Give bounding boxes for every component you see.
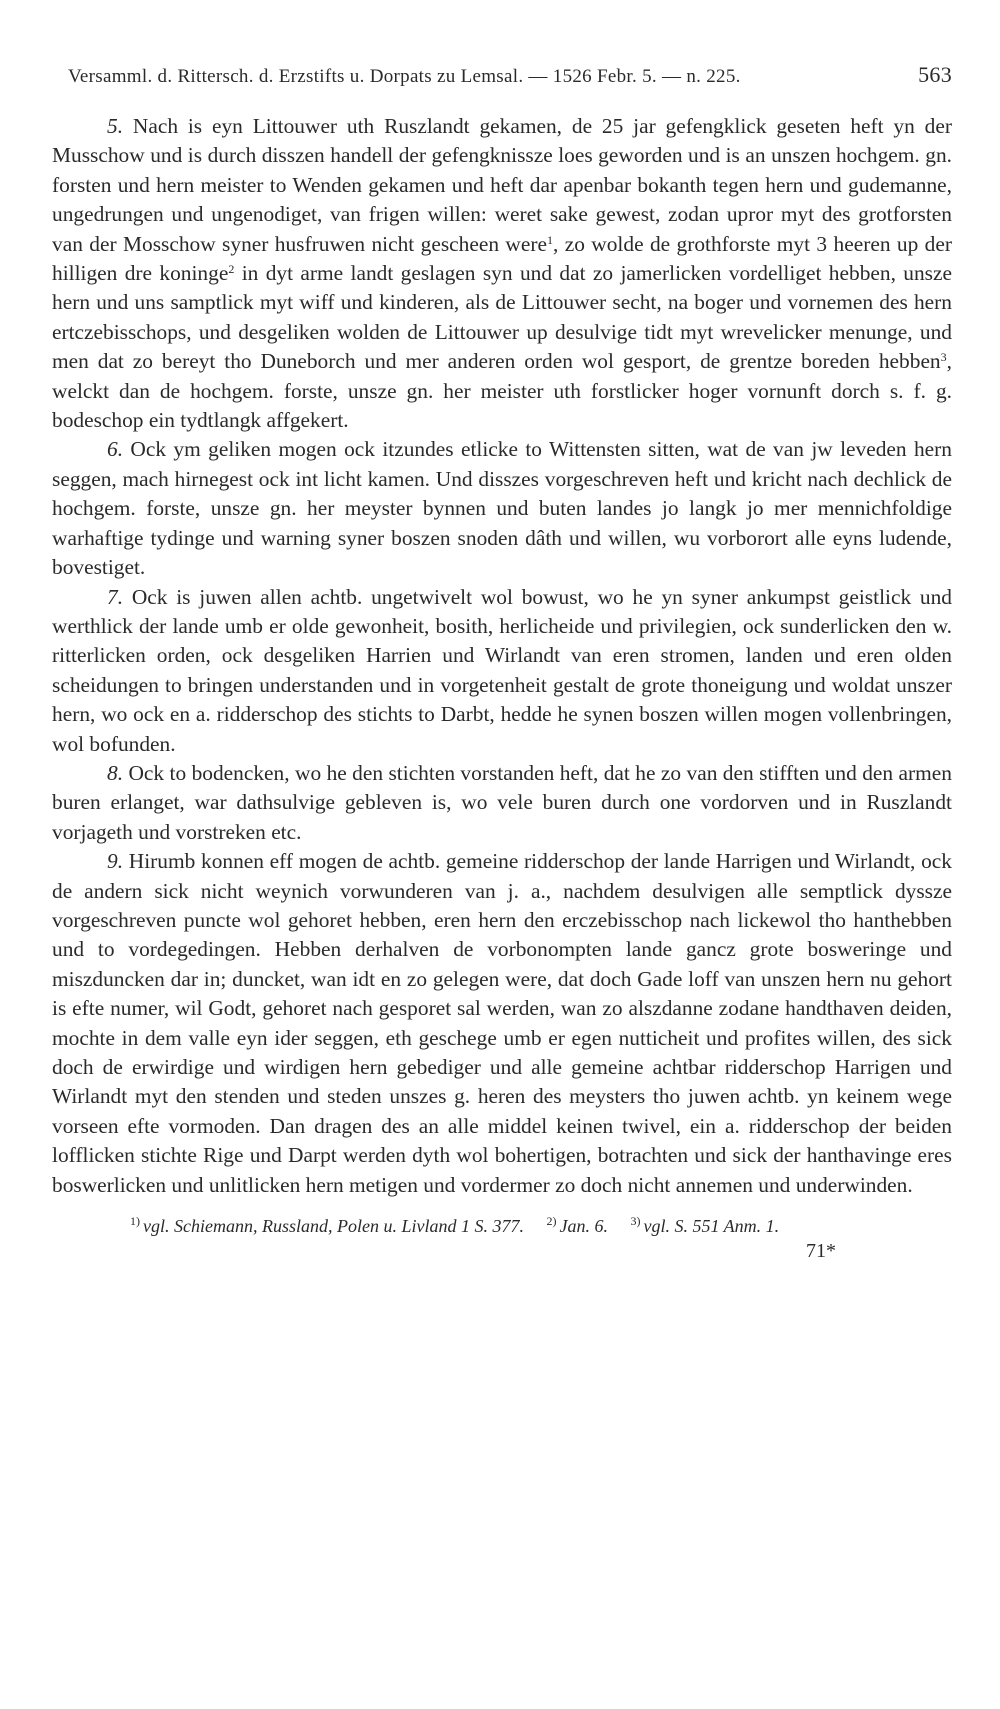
paragraph-text: Nach is eyn Littouwer uth Ruszlandt gekamen, de 25 jar gefengklick geseten heft yn der Musschow und is durch disszen handell der gefengknissze loes geworden und is an unszen hochgem. gn. forsten und hern meister to Wenden gekamen und heft dar apenbar bokanth tegen hern und gudemanne, ungedrungen und ungenodiget, van frigen willen: weret sake gewest, zodan upror myt des grotforsten van der Mosschow syner husfruwen nicht gescheen were <box>52 114 952 256</box>
paragraph-number: 7. <box>107 584 124 609</box>
paragraph-text: Hirumb konnen eff mogen de achtb. gemeine ridderschop der lande Harrigen und Wirlandt, ock de andern sick nicht weynich vorwunderen van j. a., nachdem desulvigen alle semptlick dyssze vorgeschreven puncte wol gehoret hebben, eren hern den erczebisschop nach lickewol tho hanthebben und to vordegedingen. Hebben derhalven de vorbonompten lande gancz grote bosweringe und miszduncken dar in; duncket, wan idt en zo gelegen were, dat doch Gade loff van unszen hern nu gehort is efte numer, wil Godt, gehoret nach gesporet sal werden, wan zo alszdanne zodane handthaven deiden, mochte in dem valle eyn ider seggen, eth geschege umb er egen nutticheit und profites willen, des sick doch de erwirdige und wirdigen hern gebediger und alle gemeine achtbar ridderschop Harrigen und Wirlandt myt den stenden und steden unszes g. heren des meysters tho juwen achtb. yn keinem wege vorseen efte vormoden. Dan dragen des an alle middel keinen twivel, ein a. ridderschop der beiden lofflicken stichte Rige und Darpt werden dyth wol bohertigen, botrachten und sick der hanthavinge eres boswerlicken und unlitlicken hern metigen und vordermer zo doch nicht annemen und underwinden. <box>52 849 952 1197</box>
footnote-text: vgl. S. 551 Anm. 1. <box>643 1216 780 1237</box>
running-title: Versamml. d. Rittersch. d. Erzstifts u. Dorpats zu Lemsal. — 1526 Febr. 5. — n. 225. <box>68 66 741 87</box>
footnote-mark: 2) <box>546 1214 557 1229</box>
footnote <box>130 1216 524 1236</box>
paragraph-number: 9. <box>107 849 124 874</box>
paragraph-number: 6. <box>107 437 124 462</box>
paragraph-text: , welckt dan de hochgem. forste, unsze gn. her meister uth forstlicker hoger vornunft dorch s. f. g. bodeschop ein tydtlangk affgekert. <box>52 349 952 433</box>
paragraph-number: 8. <box>107 760 124 785</box>
footnotes <box>52 1214 952 1238</box>
footnote <box>630 1216 779 1236</box>
paragraph-text: Ock is juwen allen achtb. ungetwivelt wol bowust, wo he yn syner ankumpst geistlick und werthlick der lande umb er olde gewonheit, bosith, herlicheide und privilegien, ock sunderlicken den w. ritterlicken orden, ock desgeliken Harrien und Wirlandt van eren stromen, landen und eren olden scheidungen to bringen understanden und in vorgetenheit gestalt de grote thoneigung und woldat unszer hern, wo ock en a. ridderschop des stichts to Darbt, hedde he synen boszen willen mogen vollenbringen, wol bofunden. <box>52 584 952 756</box>
footnote-ref: 3 <box>940 350 947 365</box>
paragraph <box>52 759 952 847</box>
footnote-ref: 1 <box>546 232 553 247</box>
footnote-text: Jan. 6. <box>559 1216 608 1237</box>
paragraph <box>52 847 952 1200</box>
footnote-text: vgl. Schiemann, Russland, Polen u. Livland 1 S. 377. <box>143 1216 524 1237</box>
body-text <box>52 112 952 1200</box>
paragraph-number: 5. <box>107 114 124 138</box>
paragraph-text: in dyt arme landt geslagen syn und dat zo jamerlicken vordelliget hebben, unsze hern und uns samptlick myt wiff und kinderen, als de Littouwer secht, na boger und vornemen des hern ertczebisschops, und desgeliken wolden de Littouwer up desulvige tidt myt wrevelicker menunge, und men dat zo bereyt tho Duneborch und mer anderen orden wol gesport, de grentze boreden hebben <box>52 261 953 374</box>
footnote-mark: 3) <box>630 1214 641 1229</box>
page-number: 563 <box>918 62 952 87</box>
paragraph <box>52 112 952 435</box>
footnote-ref: 2 <box>228 262 235 277</box>
paragraph-text: Ock to bodencken, wo he den stichten vorstanden heft, dat he zo van den stifften und den armen buren erlanget, war dathsulvige gebleven is, wo vele buren durch one vordorven und in Ruszlandt vorjageth und vorstreken etc. <box>52 760 952 844</box>
paragraph-text: Ock ym geliken mogen ock itzundes etlicke to Wittensten sitten, wat de van jw leveden hern seggen, mach hirnegest ock int licht kamen. Und disszes vorgeschreven heft und kricht nach dechlick de hochgem. forste, unsze gn. her meyster bynnen und buten landes jo langk jo mer mennichfoldige warhaftige tydinge und warning syner boszen snoden dâth und willen, wu vorborort alle eyns ludende, bovestiget. <box>52 437 952 580</box>
footnote-mark: 1) <box>130 1214 140 1229</box>
running-header <box>52 62 952 112</box>
paragraph <box>52 583 952 759</box>
paragraph <box>52 435 952 582</box>
document-page <box>52 62 952 1702</box>
printer-signature: 71* <box>806 1240 836 1263</box>
paragraph-text: , zo wolde de grothforste myt 3 heeren up der hilligen dre koninge <box>52 231 952 286</box>
footnote <box>546 1216 608 1236</box>
